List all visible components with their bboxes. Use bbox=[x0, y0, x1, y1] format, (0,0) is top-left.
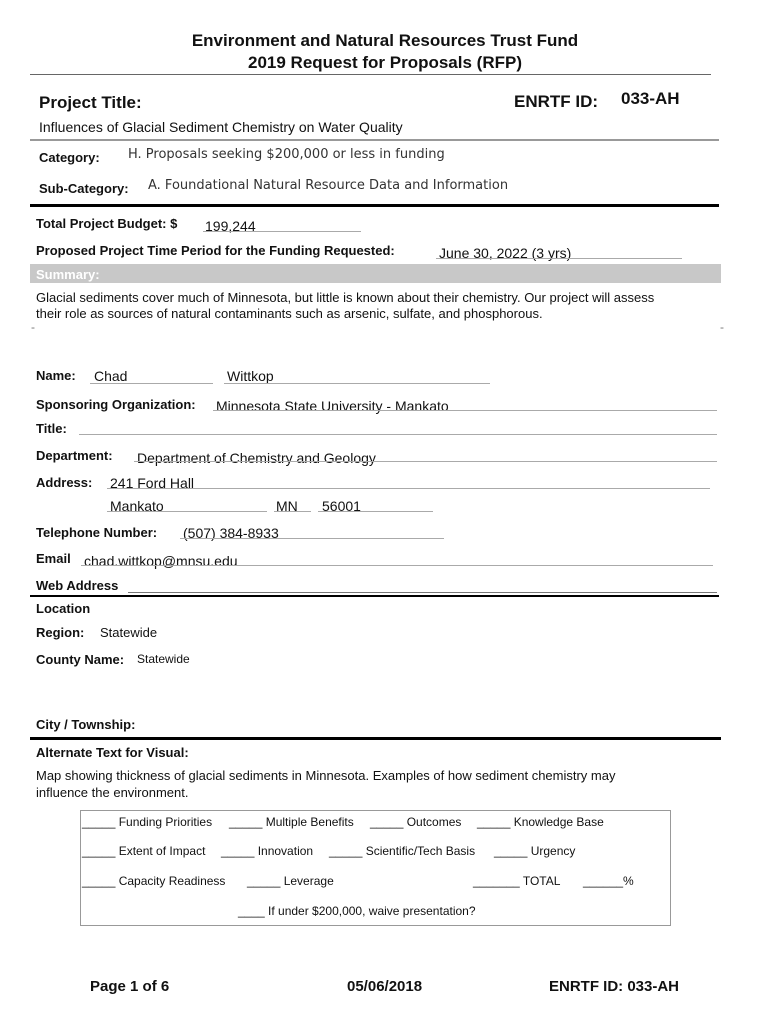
county-label: County Name: bbox=[36, 652, 125, 667]
org-underline bbox=[213, 410, 717, 411]
web-address-underline bbox=[128, 592, 717, 593]
title-divider bbox=[30, 139, 719, 141]
title-underline bbox=[79, 434, 717, 435]
email-value: chad.wittkop@mnsu.edu bbox=[84, 553, 238, 569]
summary-dash-right: - bbox=[720, 320, 724, 334]
phone-value: (507) 384-8933 bbox=[183, 525, 279, 541]
subcategory-value: A. Foundational Natural Resource Data and Information bbox=[148, 178, 509, 193]
period-underline bbox=[436, 258, 682, 259]
criteria-outcomes: _____ Outcomes bbox=[370, 815, 462, 829]
form-subtitle: 2019 Request for Proposals (RFP) bbox=[248, 53, 522, 72]
budget-label: Total Project Budget: $ bbox=[36, 216, 178, 231]
street-value: 241 Ford Hall bbox=[110, 475, 195, 491]
criteria-leverage: _____ Leverage bbox=[247, 874, 334, 888]
subcategory-label: Sub-Category: bbox=[39, 181, 129, 196]
criteria-waive-presentation: ____ If under $200,000, waive presentation? bbox=[238, 904, 476, 918]
alt-text-line-2: influence the environment. bbox=[36, 785, 189, 800]
department-value: Department of Chemistry and Geology bbox=[137, 450, 376, 466]
enrtf-id-label: ENRTF ID: bbox=[514, 92, 599, 111]
criteria-scientific-basis: _____ Scientific/Tech Basis bbox=[329, 844, 476, 858]
zip-value: 56001 bbox=[322, 498, 361, 514]
category-divider bbox=[30, 204, 719, 207]
category-value: H. Proposals seeking $200,000 or less in funding bbox=[128, 147, 445, 162]
criteria-capacity-readiness: _____ Capacity Readiness bbox=[82, 874, 226, 888]
title-label: Title: bbox=[36, 421, 67, 436]
name-label: Name: bbox=[36, 368, 76, 383]
criteria-urgency: _____ Urgency bbox=[494, 844, 576, 858]
city-township-label: City / Township: bbox=[36, 717, 136, 732]
email-label: Email bbox=[36, 551, 71, 566]
budget-value: 199,244 bbox=[205, 218, 256, 234]
project-title-label: Project Title: bbox=[39, 93, 142, 112]
address-label: Address: bbox=[36, 475, 93, 490]
city-underline bbox=[107, 511, 267, 512]
county-value: Statewide bbox=[137, 652, 190, 666]
phone-underline bbox=[180, 538, 444, 539]
summary-label: Summary: bbox=[36, 267, 100, 282]
contact-divider bbox=[30, 595, 719, 597]
criteria-funding-priorities: _____ Funding Priorities bbox=[82, 815, 213, 829]
project-title-value: Influences of Glacial Sediment Chemistry on Water Quality bbox=[39, 119, 403, 135]
state-value: MN bbox=[276, 498, 298, 514]
summary-dash-left: - bbox=[31, 320, 35, 334]
phone-label: Telephone Number: bbox=[36, 525, 158, 540]
footer-page: Page 1 of 6 bbox=[90, 978, 170, 995]
first-name-underline bbox=[90, 383, 213, 384]
criteria-total: _______ TOTAL bbox=[473, 874, 561, 888]
enrtf-id-value: 033-AH bbox=[621, 89, 680, 108]
email-underline bbox=[81, 565, 713, 566]
summary-line-1: Glacial sediments cover much of Minnesota, but little is known about their chemistry. Our project will assess bbox=[36, 290, 655, 305]
zip-underline bbox=[318, 511, 433, 512]
city-value: Mankato bbox=[110, 498, 164, 514]
web-address-label: Web Address bbox=[36, 578, 119, 593]
summary-bar bbox=[30, 264, 721, 283]
footer-enrtf-id: ENRTF ID: 033-AH bbox=[549, 978, 680, 995]
budget-underline bbox=[203, 231, 361, 232]
criteria-percent: ______% bbox=[583, 874, 634, 888]
street-underline bbox=[107, 488, 710, 489]
location-heading: Location bbox=[36, 601, 91, 616]
criteria-knowledge-base: _____ Knowledge Base bbox=[477, 815, 604, 829]
criteria-extent-of-impact: _____ Extent of Impact bbox=[82, 844, 206, 858]
first-name-value: Chad bbox=[94, 368, 128, 384]
period-value: June 30, 2022 (3 yrs) bbox=[439, 245, 572, 261]
summary-line-2: their role as sources of natural contaminants such as arsenic, sulfate, and phosphorous. bbox=[36, 306, 543, 321]
region-label: Region: bbox=[36, 625, 85, 640]
alt-text-label: Alternate Text for Visual: bbox=[36, 745, 189, 760]
footer-date: 05/06/2018 bbox=[347, 978, 423, 995]
header-divider bbox=[30, 74, 711, 75]
criteria-innovation: _____ Innovation bbox=[221, 844, 314, 858]
state-underline bbox=[274, 511, 311, 512]
last-name-value: Wittkop bbox=[227, 368, 274, 384]
period-label: Proposed Project Time Period for the Funding Requested: bbox=[36, 243, 395, 258]
criteria-multiple-benefits: _____ Multiple Benefits bbox=[229, 815, 354, 829]
alt-text-line-1: Map showing thickness of glacial sediments in Minnesota. Examples of how sediment chemistry may bbox=[36, 768, 616, 783]
form-title: Environment and Natural Resources Trust Fund bbox=[191, 31, 579, 50]
org-label: Sponsoring Organization: bbox=[36, 397, 196, 412]
last-name-underline bbox=[224, 383, 490, 384]
category-label: Category: bbox=[39, 150, 100, 165]
region-value: Statewide bbox=[100, 625, 158, 640]
org-value: Minnesota State University - Mankato bbox=[216, 398, 449, 414]
department-label: Department: bbox=[36, 448, 113, 463]
department-underline bbox=[134, 461, 717, 462]
location-divider bbox=[30, 737, 721, 740]
